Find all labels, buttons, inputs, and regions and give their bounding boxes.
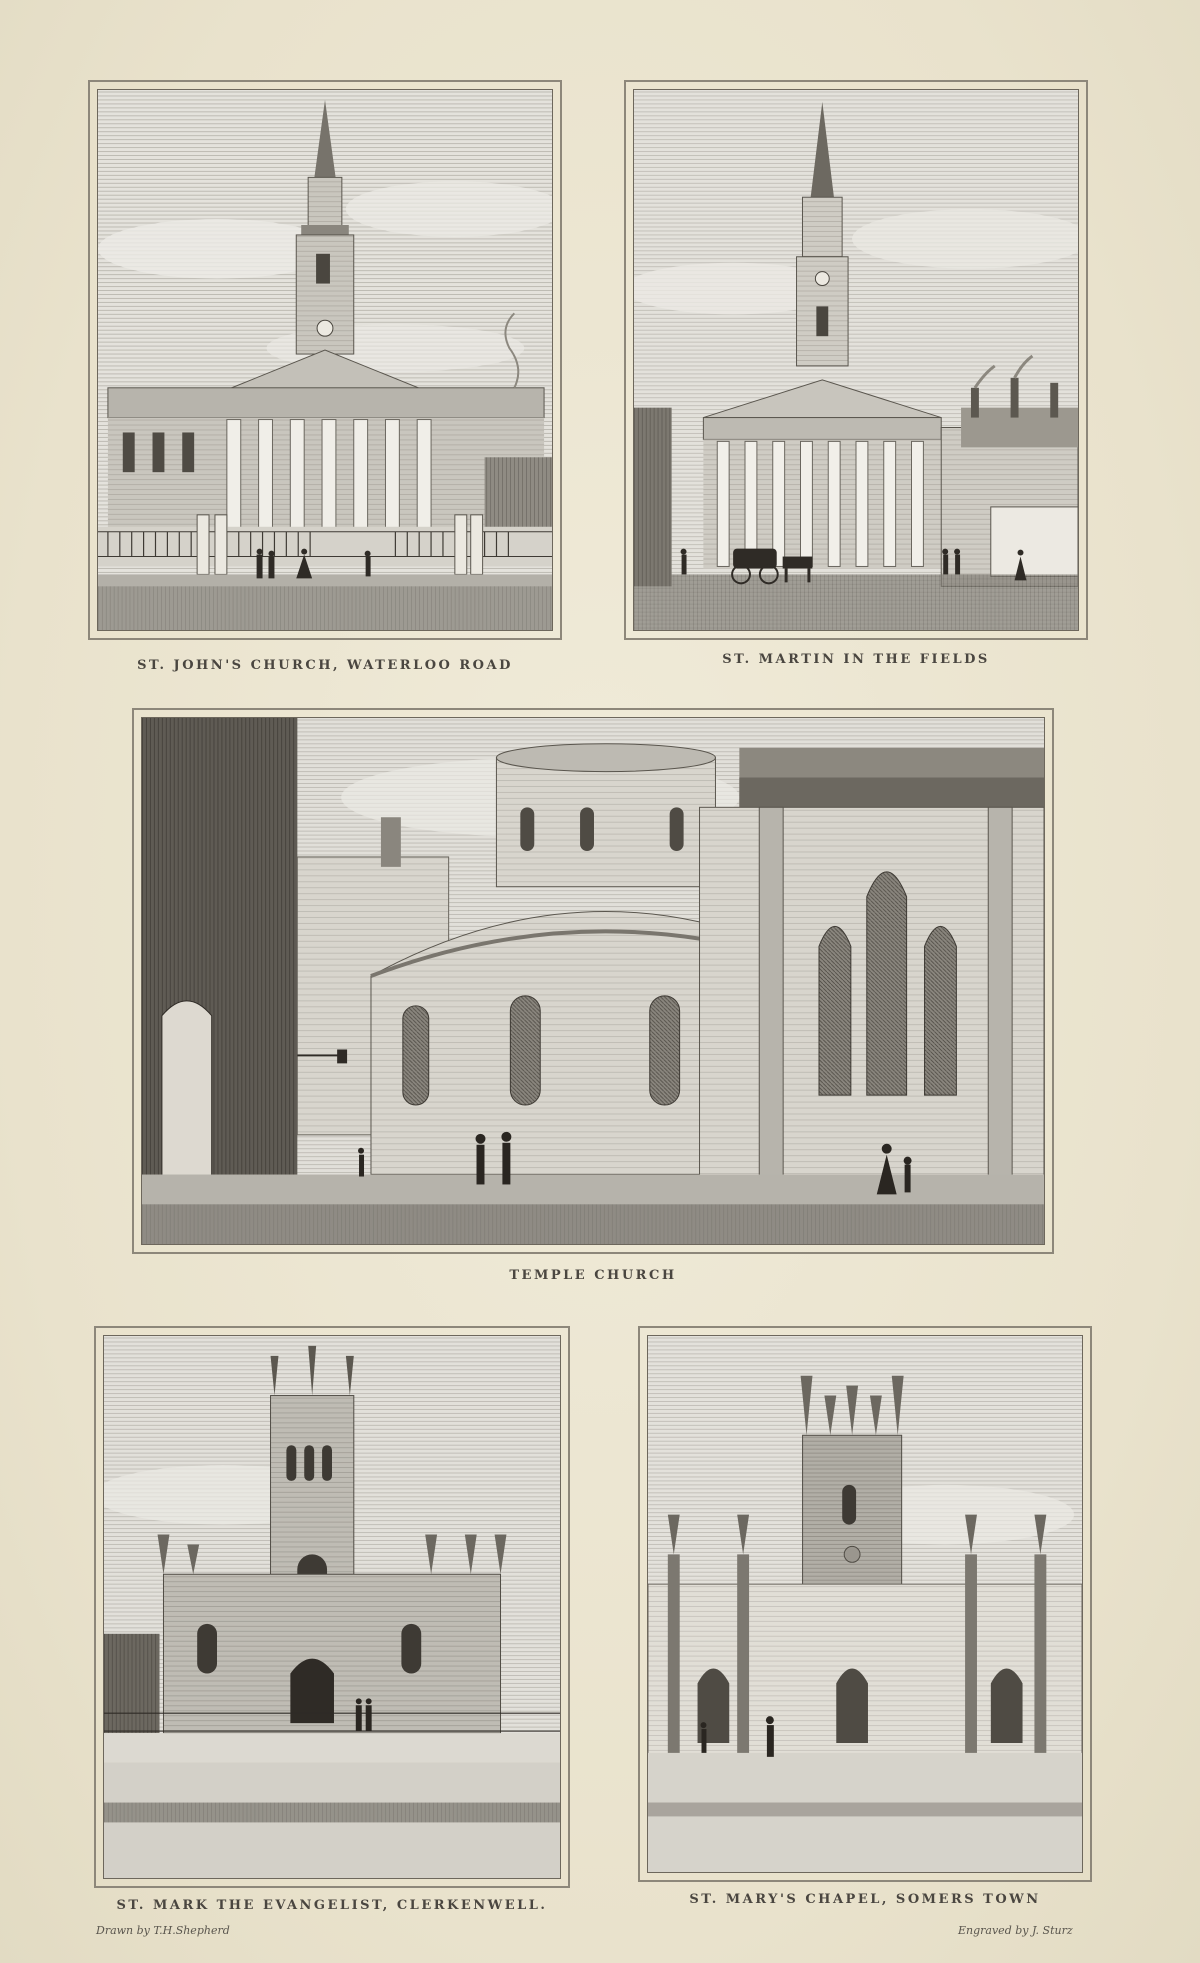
caption-st-mark-the-evangelist: ST. MARK THE EVANGELIST, CLERKENWELL. bbox=[116, 1898, 548, 1913]
engraving-st-johns-church bbox=[97, 89, 553, 631]
caption-st-johns-church: ST. JOHN'S CHURCH, WATERLOO ROAD bbox=[137, 658, 513, 673]
plate-st-marys-chapel bbox=[638, 1326, 1092, 1882]
caption-temple-church: TEMPLE CHURCH bbox=[509, 1268, 677, 1283]
engraving-st-mark-the-evangelist bbox=[103, 1335, 561, 1879]
plate-st-martin-in-the-fields bbox=[624, 80, 1088, 640]
credit-drawn-by: Drawn by T.H.Shepherd bbox=[96, 1924, 230, 1937]
plate-temple-church bbox=[132, 708, 1054, 1254]
engraving-temple-church bbox=[141, 717, 1045, 1245]
caption-st-marys-chapel: ST. MARY'S CHAPEL, SOMERS TOWN bbox=[689, 1892, 1041, 1907]
plate-st-mark-the-evangelist bbox=[94, 1326, 570, 1888]
engraving-st-marys-chapel bbox=[647, 1335, 1083, 1873]
caption-st-martin-in-the-fields: ST. MARTIN IN THE FIELDS bbox=[722, 652, 990, 667]
engraving-st-martin-in-the-fields bbox=[633, 89, 1079, 631]
plate-st-johns-church bbox=[88, 80, 562, 640]
credit-engraved-by: Engraved by J. Sturz bbox=[958, 1924, 1073, 1937]
